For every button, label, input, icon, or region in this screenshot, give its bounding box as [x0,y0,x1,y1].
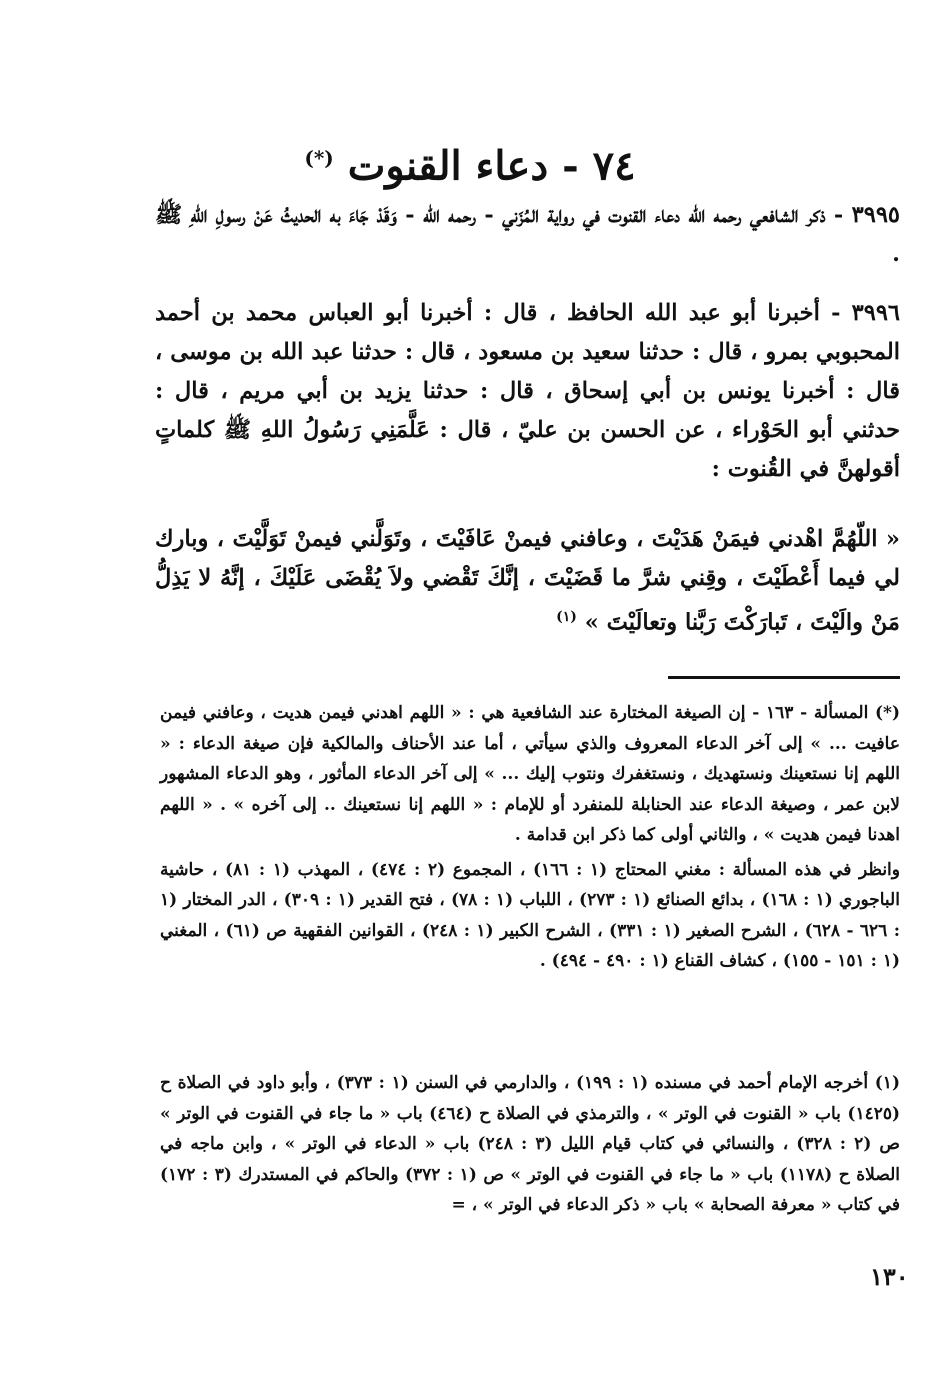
paragraph-3995: ٣٩٩٥ - ذكر الشافعي رحمه الله دعاء القنوت في رواية المُزَني - رحمه الله - وَقَدْ جَاءَ به الحديثُ عَنْ رسولِ اللهِ ﷺ . [155,202,900,267]
footnote-divider [668,676,900,679]
footnote-star-para-1: (*) المسألة - ١٦٣ - إن الصيغة المختارة عند الشافعية هي : « اللهم اهدني فيمن هديت ، وعافني فيمن عافيت ... » إلى آخر الدعاء المعروف والذي سيأتي ، أما عند الأحناف والمالكية فإن صيغة الدعاء : « اللهم إنا نستعينك ونستهديك ، ونستغفرك ونتوب إليك ... » إلى آخر الدعاء المأثور ، وهو الدعاء المشهور لابن عمر ، وصيغة الدعاء عند الحنابلة للمنفرد أو للإمام : « اللهم إنا نستعينك .. إلى آخره » . « اللهم اهدنا فيمن هديت » ، والثاني أولى كما ذكر ابن قدامة . [160,703,900,845]
paragraph-3996: ٣٩٩٦ - أخبرنا أبو عبد الله الحافظ ، قال : أخبرنا أبو العباس محمد بن أحمد المحبوبي بمرو ، قال : حدثنا سعيد بن مسعود ، قال : حدثنا عبد الله بن موسى ، قال : أخبرنا يونس بن أبي إسحاق ، قال : حدثنا يزيد بن أبي مريم ، قال : حدثني أبو الحَوْراء ، عن الحسن بن عليّ ، قال : عَلَّمَنِي رَسُولُ اللهِ ﷺ كلماتٍ أقولهنَّ في القُنوت : [155,300,900,482]
chapter-title-text: ٧٤ - دعاء القنوت [347,142,636,190]
footnote-1: (١) أخرجه الإمام أحمد في مسنده (١ : ١٩٩) ، والدارمي في السنن (١ : ٣٧٣) ، وأبو داود في الصلاة ح (١٤٢٥) باب « القنوت في الوتر » ، والترمذي في الصلاة ح (٤٦٤) باب « ما جاء في القنوت في الوتر » ص (٢ : ٣٢٨) ، والنسائي في كتاب قيام الليل (٣ : ٢٤٨) باب « الدعاء في الوتر » ، وابن ماجه في الصلاة ح (١١٧٨) باب « ما جاء في القنوت في الوتر » ص (١ : ٣٧٢) والحاكم في المستدرك (٣ : ١٧٢) في كتاب « معرفة الصحابة » باب « ذكر الدعاء في الوتر » ، = [160,1073,901,1215]
page-number: ١٣٠ [870,1262,909,1291]
supplication-text [155,520,900,643]
footnote-star [160,698,900,977]
chapter-title [150,128,790,196]
footnote-ref-1: (١) [556,609,577,625]
footnote-star-para-2: وانظر في هذه المسألة : مغني المحتاج (١ : ١٦٦) ، المجموع (٢ : ٤٧٤) ، المهذب (١ : ٨١) ، حاشية الباجوري (١ : ١٦٨) ، بدائع الصنائع (١ : ٢٧٣) ، اللباب (١ : ٧٨) ، فتح القدير (١ : ٣٠٩) ، الدر المختار (١ : ٦٢٦ - ٦٢٨) ، الشرح الصغير (١ : ٣٣١) ، الشرح الكبير (١ : ٢٤٨) ، القوانين الفقهية ص (٦١) ، المغني (١ : ١٥١ - ١٥٥) ، كشاف القناع (١ : ٤٩٠ - ٤٩٤) . [160,859,900,971]
supplication-body: « اللّهُمَّ اهْدني فيمَنْ هَدَيْتَ ، وعافني فيمنْ عَافَيْتَ ، وتَوَلَّني فيمنْ تَوَلَّيْتَ ، وبارك لي فيما أَعْطَيْتَ ، وقِني شرَّ ما قَضَيْتَ ، إنَّكَ تَقْضي ولاَ يُقْضَى عَلَيْكَ ، إنَّهُ لا يَذِلُّ مَنْ والَيْتَ ، تَبارَكْتَ رَبَّنا وتعالَيْتَ » [155,526,900,636]
footnote-marker: (*) [304,146,334,170]
